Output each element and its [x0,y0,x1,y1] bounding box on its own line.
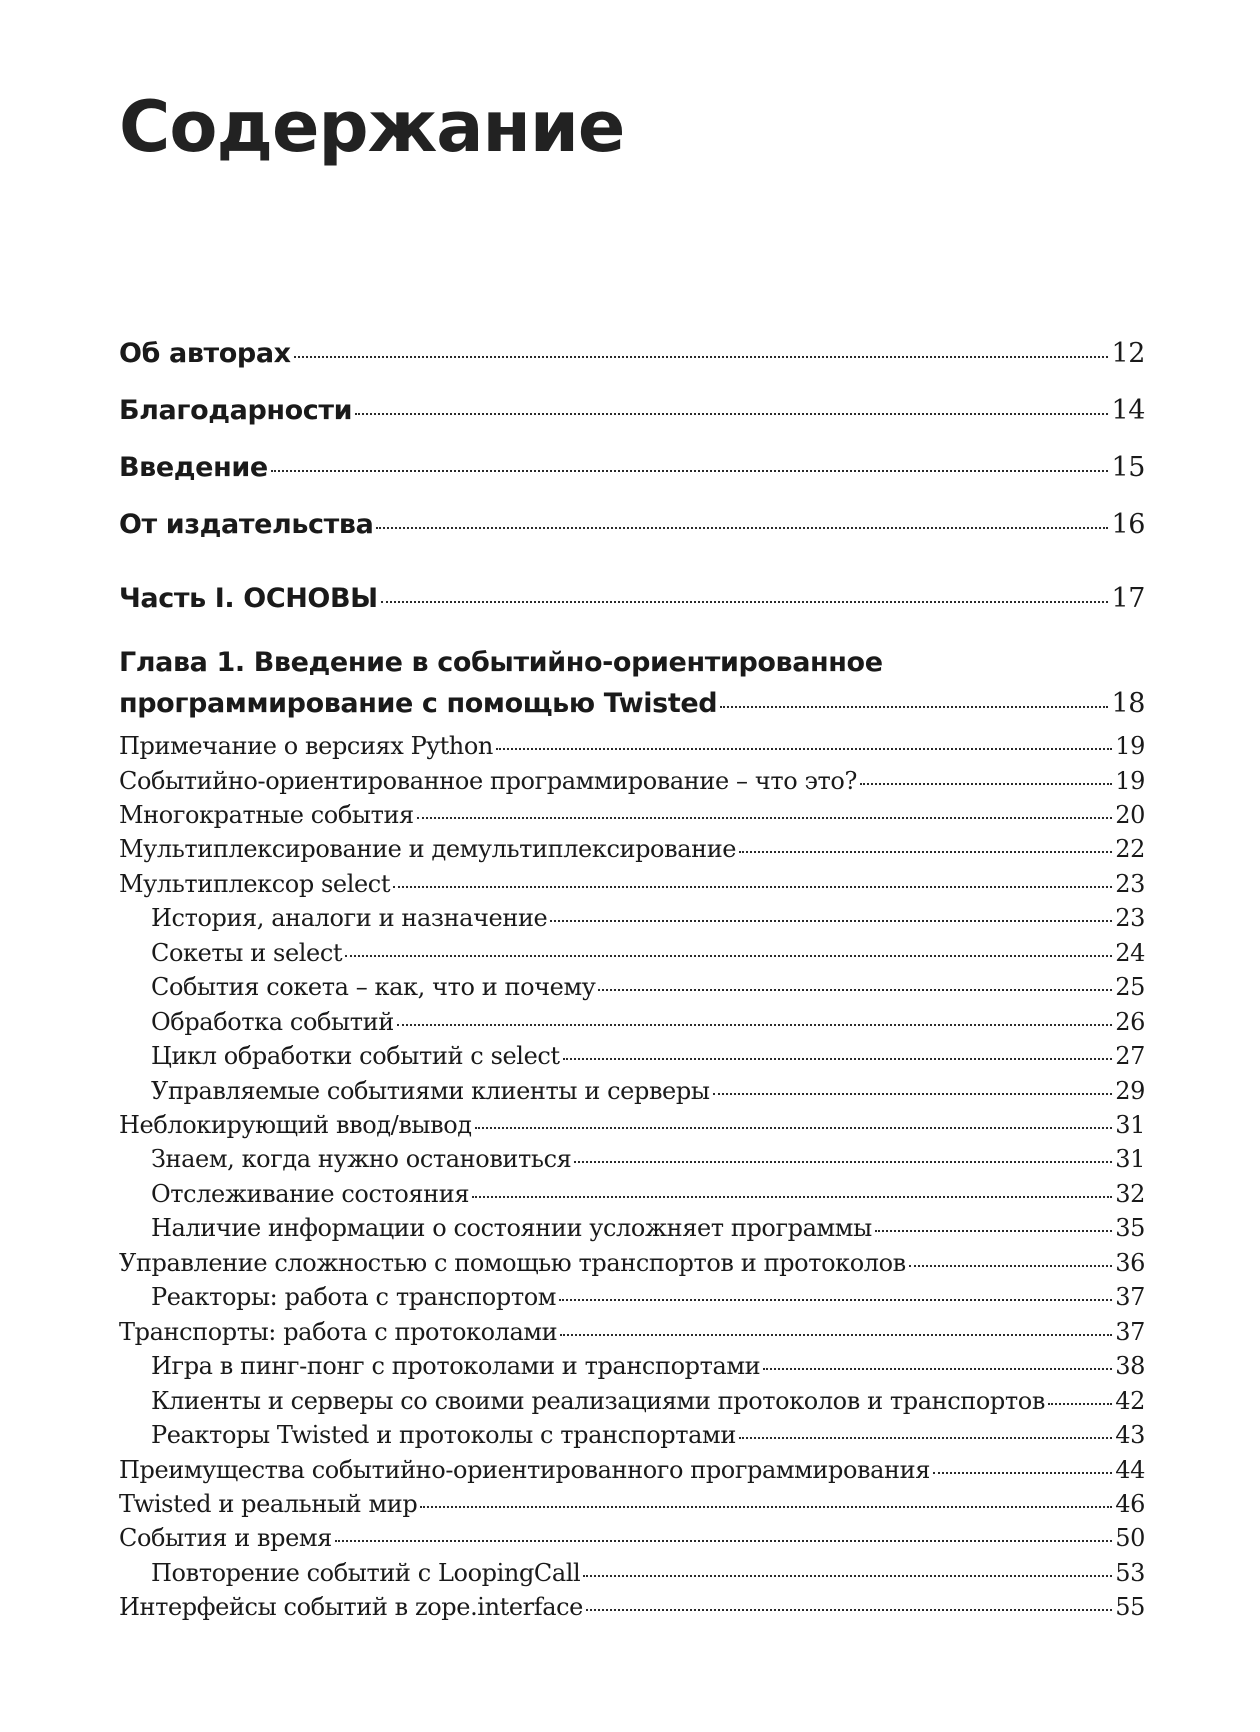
toc-entry-label: Цикл обработки событий с select [151,1042,560,1070]
toc-entry[interactable] [119,801,1145,829]
toc-page-number: 36 [1115,1248,1145,1277]
toc-entry-about-authors[interactable] [119,338,1145,369]
toc-entry-label: Мультиплексор select [119,869,391,898]
toc-entry[interactable] [119,1008,1145,1036]
toc-entry[interactable] [119,1387,1145,1415]
toc-page-number: 24 [1115,938,1145,967]
toc-page-number: 35 [1115,1214,1145,1243]
toc-page-number: 53 [1115,1558,1145,1587]
dot-leader [355,413,1108,415]
toc-page-number: 20 [1115,800,1145,829]
toc-entry-label: Многократные события [119,800,414,829]
toc-entry-label: Интерфейсы событий в zope.interface [119,1593,583,1622]
toc-entry-label: Сокеты и select [151,938,343,967]
dot-leader [559,1299,1112,1301]
toc-entry-label: От издательства [119,509,374,540]
toc-entry[interactable] [119,1077,1145,1105]
toc-entry[interactable] [119,732,1145,760]
toc-entry-label: Событийно-ориентированное программирование – что это? [119,766,857,795]
dot-leader [550,920,1112,922]
dot-leader [271,470,1109,472]
toc-page-number: 46 [1115,1489,1145,1518]
toc-entry-label: События и время [119,1524,332,1553]
toc-entry[interactable] [119,973,1145,1001]
dot-leader [909,1265,1112,1267]
table-of-contents [119,0,1145,1732]
toc-entry[interactable] [119,1283,1145,1311]
toc-page-number: 18 [1111,688,1145,719]
dot-leader [496,748,1112,750]
toc-page-number: 15 [1111,452,1145,483]
toc-entry[interactable] [119,1352,1145,1380]
toc-page-number: 19 [1115,732,1145,760]
toc-entry-label: Неблокирующий ввод/вывод [119,1111,472,1139]
toc-entry-label: Благодарности [119,395,353,426]
toc-entry[interactable] [119,1524,1145,1552]
toc-entry[interactable] [119,904,1145,932]
toc-entry[interactable] [119,1318,1145,1346]
toc-entry[interactable] [119,835,1145,863]
toc-page-number: 31 [1115,1111,1145,1139]
toc-entry[interactable] [119,1593,1145,1621]
dot-leader [335,1540,1112,1542]
toc-entry-label: Мультиплексирование и демультиплексирование [119,835,737,864]
dot-leader [560,1334,1112,1336]
dot-leader [713,1093,1113,1095]
dot-leader [875,1230,1112,1232]
dot-leader [563,1058,1113,1060]
toc-entry-label: Управление сложностью с помощью транспортов и протоколов [119,1248,906,1277]
dot-leader [860,783,1112,785]
toc-entry-label: программирование с помощью Twisted [119,688,718,719]
toc-entry[interactable] [119,1111,1145,1139]
toc-entry-label: Наличие информации о состоянии усложняет программы [151,1214,872,1243]
toc-page-number: 50 [1115,1524,1145,1553]
toc-entry-label: Управляемые событиями клиенты и серверы [151,1076,710,1105]
toc-entry-label: Примечание о версиях Python [119,732,493,760]
toc-entry[interactable] [119,1214,1145,1242]
toc-entry[interactable] [119,1559,1145,1587]
toc-entry[interactable] [119,1421,1145,1449]
toc-entry-label: Клиенты и серверы со своими реализациями протоколов и транспортов [151,1386,1045,1415]
toc-entry-publisher[interactable] [119,509,1145,540]
toc-entry[interactable] [119,939,1145,967]
toc-entry[interactable] [119,1042,1145,1070]
toc-entry-label: Введение [119,452,268,483]
dot-leader [294,356,1109,358]
dot-leader [574,1161,1112,1163]
dot-leader [417,817,1112,819]
toc-page-number: 17 [1111,583,1145,614]
chapter-title-line1[interactable]: Глава 1. Введение в событийно-ориентированное [119,647,883,678]
toc-entry-label: История, аналоги и назначение [151,904,548,933]
toc-entry-label: Отслеживание состояния [151,1179,470,1208]
dot-leader [933,1472,1112,1474]
dot-leader [376,527,1108,529]
toc-entry[interactable] [119,1180,1145,1208]
dot-leader [393,886,1112,888]
toc-entry-label: Часть I. ОСНОВЫ [119,583,378,614]
toc-page-number: 23 [1115,869,1145,898]
toc-page-number: 29 [1115,1076,1145,1105]
toc-page-number: 37 [1115,1317,1145,1346]
toc-page-number: 32 [1115,1179,1145,1208]
toc-page-number: 25 [1115,973,1145,1002]
toc-entry[interactable] [119,1490,1145,1518]
toc-entry-label: Преимущества событийно-ориентированного программирования [119,1455,930,1484]
toc-page-number: 23 [1115,904,1145,933]
toc-page-number: 38 [1115,1352,1145,1381]
toc-entry[interactable] [119,870,1145,898]
toc-entry-label: Обработка событий [151,1007,394,1036]
dot-leader [583,1575,1112,1577]
dot-leader [763,1368,1112,1370]
toc-page-number: 44 [1115,1455,1145,1484]
toc-entry-part-1[interactable] [119,583,1145,614]
toc-page-number: 14 [1111,395,1145,426]
dot-leader [472,1196,1112,1198]
dot-leader [1048,1403,1112,1405]
toc-entry-label: События сокета – как, что и почему [151,973,596,1002]
dot-leader [720,706,1108,708]
dot-leader [397,1024,1112,1026]
toc-entry-chapter-1[interactable] [119,688,1145,719]
toc-entry[interactable] [119,767,1145,795]
toc-entry[interactable] [119,1249,1145,1277]
dot-leader [345,955,1112,957]
dot-leader [586,1609,1112,1611]
toc-page-number: 27 [1115,1042,1145,1070]
toc-entry[interactable] [119,1456,1145,1484]
toc-page-number: 22 [1115,835,1145,864]
toc-entry-acknowledgements[interactable] [119,395,1145,426]
toc-page-number: 42 [1115,1386,1145,1415]
dot-leader [598,989,1112,991]
dot-leader [739,1437,1112,1439]
dot-leader [739,851,1112,853]
toc-entry-label: Об авторах [119,338,291,369]
toc-entry-label: Повторение событий с LoopingCall [151,1558,581,1587]
toc-page-number: 16 [1111,509,1145,540]
toc-entry-label: Знаем, когда нужно остановиться [151,1145,572,1174]
dot-leader [420,1506,1112,1508]
toc-page-number: 19 [1115,766,1145,795]
toc-entry-label: Twisted и реальный мир [119,1489,418,1518]
toc-page-number: 55 [1115,1593,1145,1622]
toc-page-number: 43 [1115,1421,1145,1449]
page-title: Содержание [119,86,625,168]
dot-leader [475,1127,1113,1129]
toc-page-number: 31 [1115,1145,1145,1174]
toc-page-number: 12 [1111,338,1145,369]
toc-page-number: 37 [1115,1283,1145,1312]
toc-entry-label: Реакторы Twisted и протоколы с транспортами [151,1421,736,1449]
toc-entry-introduction[interactable] [119,452,1145,483]
toc-entry-label: Реакторы: работа с транспортом [151,1283,557,1312]
toc-entry-label: Транспорты: работа с протоколами [119,1317,558,1346]
toc-page-number: 26 [1115,1007,1145,1036]
dot-leader [381,601,1109,603]
toc-entry-label: Игра в пинг-понг с протоколами и транспортами [151,1352,761,1381]
toc-entry[interactable] [119,1145,1145,1173]
